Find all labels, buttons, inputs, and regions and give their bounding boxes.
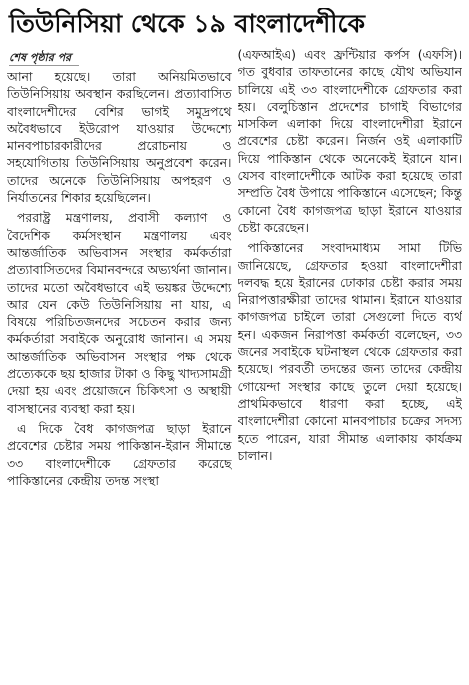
paragraph: পররাষ্ট্র মন্ত্রণালয়, প্রবাসী কল্যাণ ও বৈদেশিক কর্মসংস্থান মন্ত্রণালয় এবং আন্তর্জাতিক অভিবাসন সংস্থার কর্মকর্তারা প্রত্যাবাসিতদের বিমানবন্দরে অভ্যর্থনা জানান। তাদের মতো অবৈধভাবে এই ভয়ঙ্কর উদ্দেশ্যে আর যেন কেউ তিউনিসিয়ায় না যায়, এ বিষয়ে পরিচিতজনদের সচেতন করার জন্য কর্মকর্তারা সবাইকে অনুরোধ জানান। এ সময় আন্তর্জাতিক অভিবাসন সংস্থার পক্ষ থেকে প্রত্যেককে ছয় হাজার টাকা ও কিছু খাদ্যসামগ্রী দেয়া হয় এবং প্রয়োজনে চিকিৎসা ও অস্থায়ী বাসস্থানের ব্যবস্থা করা হয়। [7,210,232,416]
paragraph: এ দিকে বৈধ কাগজপত্র ছাড়া ইরানে প্রবেশের চেষ্টার সময় পাকিস্তান-ইরান সীমান্তে ৩৩ বাংলাদেশীকে গ্রেফতার করেছে পাকিস্তানের কেন্দ্রীয় তদন্ত সংস্থা [7,420,232,488]
article-columns [7,46,462,679]
paragraph: (এফআইএ) এবং ফ্রন্টিয়ার কর্পস (এফসি)। গত বুধবার তাফতানের কাছে যৌথ অভিযান চালিয়ে এই ৩৩ বাংলাদেশীকে গ্রেফতার করা হয়। বেলুচিস্তান প্রদেশের চাগাই বিভাগের মাসকিল এলাকা দিয়ে বাংলাদেশীরা ইরানে প্রবেশের চেষ্টা করেন। নির্জন ওই এলাকাটি দিয়ে পাকিস্তান থেকে অনেকেই ইরানে যান। যেসব বাংলাদেশীকে আটক করা হয়েছে তারা সম্প্রতি বৈধ উপায়ে পাকিস্তানে এসেছেন; কিন্তু কোনো বৈধ কাগজপত্র ছাড়া ইরানে যাওয়ার চেষ্টা করেছেন। [237,47,462,235]
continuation-kicker: শেষ পৃষ্ঠার পর [9,50,79,66]
paragraph: পাকিস্তানের সংবাদমাধ্যম সামা টিভি জানিয়েছে, গ্রেফতার হওয়া বাংলাদেশীরা দলবদ্ধ হয়ে ইরানের ঢোকার চেষ্টা করার সময় নিরাপত্তারক্ষীরা তাদের থামান। ইরানে যাওয়ার কাগজপত্র চাইলে তারা সেগুলো দিতে ব্যর্থ হন। একজন নিরাপত্তা কর্মকর্তা বলেছেন, ৩৩ জনের সবাইকে ঘটনাস্থল থেকে গ্রেফতার করা হয়েছে। পরবর্তী তদন্তের জন্য তাদের কেন্দ্রীয় গোয়েন্দা সংস্থার কাছে তুলে দেয়া হয়েছে। প্রাথমিকভাবে ধারণা করা হচ্ছে, এই বাংলাদেশীরা কোনো মানবপাচার চক্রের সদস্য হতে পারেন, যারা সীমান্ত এলাকায় কার্যক্রম চালান। [237,240,462,463]
paragraph: আনা হয়েছে। তারা অনিয়মিতভাবে তিউনিসিয়ায় অবস্থান করছিলেন। প্রত্যাবাসিত বাংলাদেশীদের বেশির ভাগই সমুদ্রপথে অবৈধভাবে ইউরোপ যাওয়ার উদ্দেশ্যে মানবপাচারকারীদের প্ররোচনায় ও সহযোগিতায় তিউনিসিয়ায় অনুপ্রবেশ করেন। তাদের অনেকে তিউনিসিয়ায় অপহরণ ও নির্যাতনের শিকার হয়েছিলেন। [7,69,232,206]
right-column [238,46,463,679]
left-column [7,46,232,679]
headline: তিউনিসিয়া থেকে ১৯ বাংলাদেশীকে [9,9,365,38]
